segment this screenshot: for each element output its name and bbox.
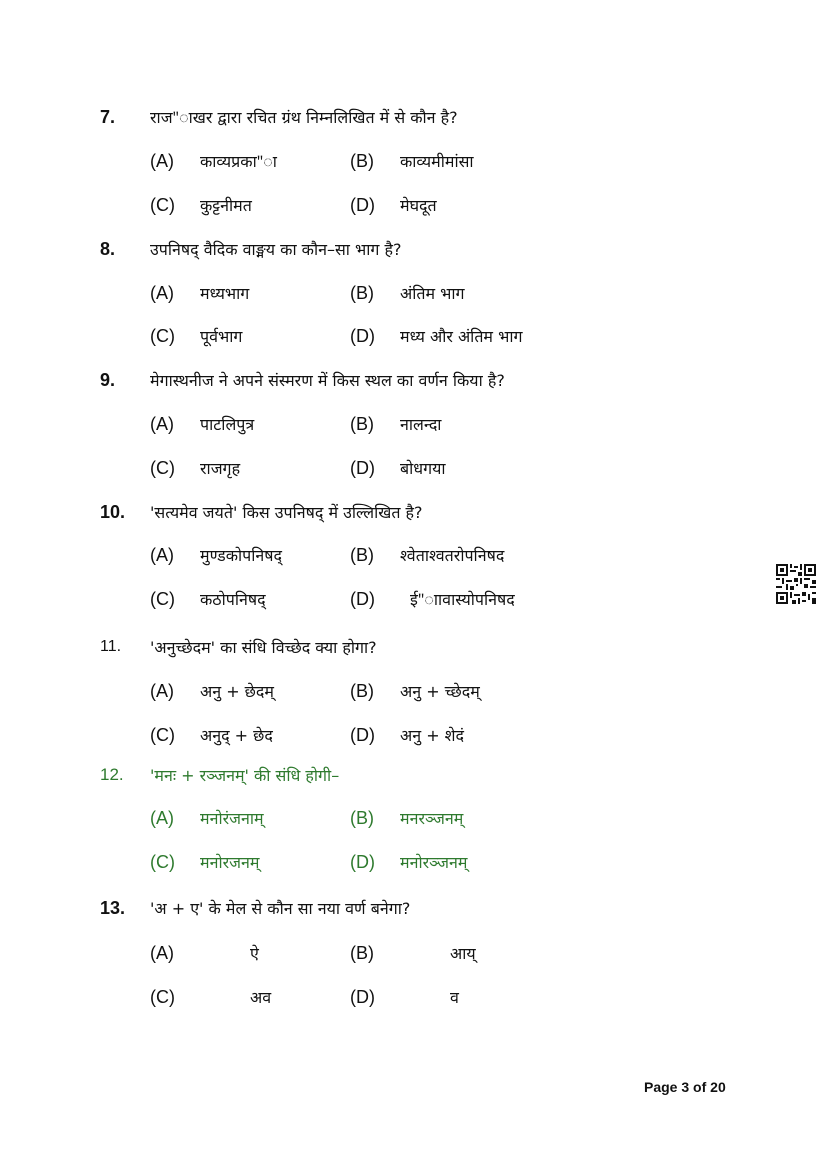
option-label: (D) — [350, 458, 375, 478]
option-text: राजगृह — [200, 459, 241, 478]
total-pages: 20 — [710, 1079, 726, 1095]
question-text: उपनिषद् वैदिक वाङ्मय का कौन–सा भाग है? — [150, 240, 402, 259]
option-label: (C) — [150, 458, 175, 478]
option-text: काव्यमीमांसा — [400, 152, 474, 171]
qr-code-graphic — [776, 564, 816, 604]
option-text: ऐ — [250, 944, 259, 963]
option-label: (B) — [350, 151, 374, 171]
option-label: (B) — [350, 681, 374, 701]
question-number: 11. — [100, 638, 122, 655]
option-text: मनोरंजनाम् — [200, 809, 264, 828]
option-text: मध्य और अंतिम भाग — [400, 327, 523, 346]
option-label: (B) — [350, 283, 374, 303]
question-number: 7. — [100, 107, 116, 127]
option-text: मनोरञ्जनम् — [400, 853, 468, 872]
option-label: (A) — [150, 151, 174, 171]
option-label: (B) — [350, 808, 374, 828]
option-text: अनु + च्छेदम् — [400, 682, 480, 701]
question-text: 'सत्यमेव जयते' किस उपनिषद् में उल्लिखित है? — [150, 503, 423, 522]
question-number: 9. — [100, 370, 116, 390]
page-word: Page — [644, 1079, 678, 1095]
of-word: of — [693, 1079, 707, 1095]
question-number: 10. — [100, 502, 126, 522]
option-text: कुट्टनीमत — [200, 196, 252, 215]
question-number: 12. — [100, 765, 124, 784]
option-text: अनु + शेदं — [400, 726, 465, 745]
option-label: (B) — [350, 943, 374, 963]
current-page: 3 — [681, 1079, 690, 1095]
option-label: (D) — [350, 195, 375, 215]
option-label: (D) — [350, 852, 375, 872]
option-text: ई"ाावास्योपनिषद — [410, 590, 515, 609]
option-text: मुण्डकोपनिषद् — [200, 546, 283, 565]
option-text: मनरञ्जनम् — [400, 809, 464, 828]
option-text: काव्यप्रका"ा — [200, 152, 277, 171]
option-label: (C) — [150, 589, 175, 609]
option-label: (B) — [350, 414, 374, 434]
option-text: श्वेताश्वतरोपनिषद — [400, 546, 505, 565]
question-text: 'अ + ए' के मेल से कौन सा नया वर्ण बनेगा? — [150, 899, 411, 918]
option-label: (A) — [150, 808, 174, 828]
option-label: (A) — [150, 943, 174, 963]
option-label: (C) — [150, 326, 175, 346]
option-label: (D) — [350, 725, 375, 745]
option-text: मेघदूत — [400, 196, 437, 215]
option-text: नालन्दा — [400, 415, 442, 434]
option-text: मध्यभाग — [200, 284, 250, 303]
question-text: मेगास्थनीज ने अपने संस्मरण में किस स्थल का वर्णन किया है? — [150, 371, 505, 390]
question-text: 'अनुच्छेदम' का संधि विच्छेद क्या होगा? — [150, 638, 377, 657]
option-text: बोधगया — [400, 459, 446, 478]
option-label: (C) — [150, 725, 175, 745]
option-label: (C) — [150, 195, 175, 215]
option-label: (D) — [350, 987, 375, 1007]
question-number: 8. — [100, 239, 116, 259]
option-label: (B) — [350, 545, 374, 565]
option-text: पाटलिपुत्र — [200, 415, 255, 434]
option-label: (C) — [150, 987, 175, 1007]
question-text: 'मनः + रञ्जनम्' की संधि होगी– — [150, 766, 340, 785]
option-label: (D) — [350, 326, 375, 346]
option-label: (D) — [350, 589, 375, 609]
option-text: अनुद् + छेद — [200, 726, 273, 745]
option-label: (A) — [150, 283, 174, 303]
option-label: (A) — [150, 681, 174, 701]
option-label: (C) — [150, 852, 175, 872]
option-text: कठोपनिषद् — [200, 590, 266, 609]
qr-code — [776, 564, 816, 604]
option-text: व — [450, 988, 459, 1007]
question-number: 13. — [100, 898, 126, 918]
option-text: मनोरजनम् — [200, 853, 260, 872]
option-text: आय् — [450, 944, 476, 963]
option-text: पूर्वभाग — [200, 327, 243, 346]
option-label: (A) — [150, 414, 174, 434]
option-text: अनु + छेदम् — [200, 682, 274, 701]
option-label: (A) — [150, 545, 174, 565]
option-text: अंतिम भाग — [400, 284, 465, 303]
option-text: अव — [250, 988, 272, 1007]
question-text: राज"ाखर द्वारा रचित ग्रंथ निम्नलिखित में से कौन है? — [150, 108, 458, 127]
page-footer — [644, 1079, 726, 1095]
